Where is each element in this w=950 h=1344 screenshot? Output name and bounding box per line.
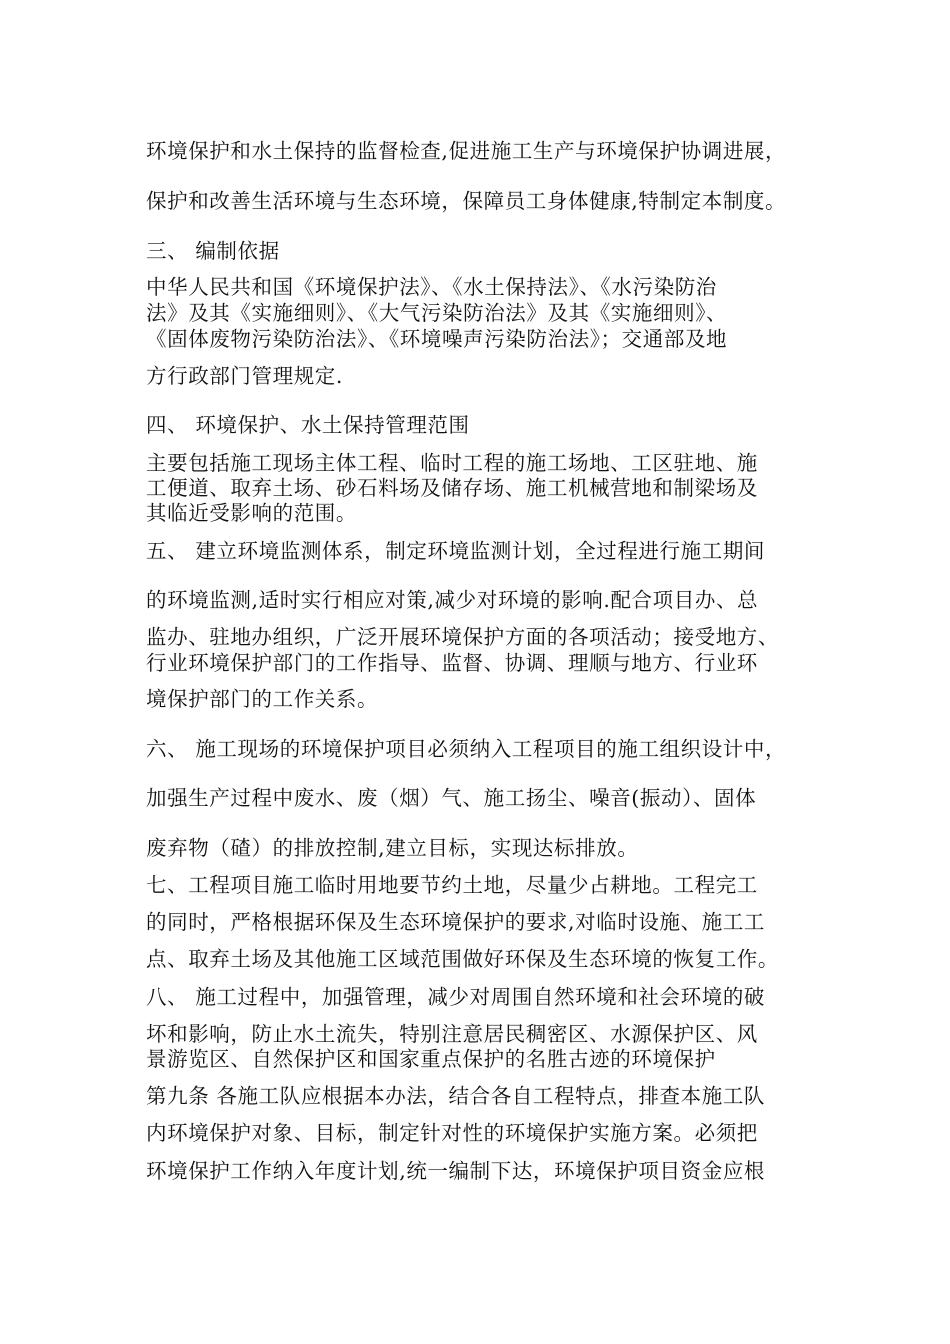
text-line: 境保护部门的工作关系。 xyxy=(146,687,379,711)
text-line: 的同时，严格根据环保及生态环境保护的要求,对临时设施、施工工 xyxy=(146,910,766,934)
text-line: 坏和影响，防止水土流失，特别注意居民稠密区、水源保护区、风 xyxy=(146,1022,758,1046)
text-line: 监办、驻地办组织，广泛开展环境保护方面的各项活动；接受地方、 xyxy=(146,625,779,649)
section-heading: 三、 编制依据 xyxy=(146,239,280,263)
text-line: 行业环境保护部门的工作指导、监督、协调、理顺与地方、行业环 xyxy=(146,651,758,675)
text-line: 《固体废物污染防治法》、《环境噪声污染防治法》；交通部及地 xyxy=(146,327,728,351)
text-line: 方行政部门管理规定. xyxy=(146,364,344,388)
text-line: 法》及其《实施细则》、《大气污染防治法》及其《实施细则》、 xyxy=(146,301,728,325)
text-line: 八、 施工过程中，加强管理，减少对周围自然环境和社会环境的破 xyxy=(146,985,766,1009)
text-line: 废弃物（碴）的排放控制,建立目标，实现达标排放。 xyxy=(146,836,639,860)
text-line: 的环境监测,适时实行相应对策,减少对环境的影响.配合项目办、总 xyxy=(146,588,759,612)
text-line: 第九条 各施工队应根据本办法，结合各自工程特点，排查本施工队 xyxy=(146,1084,766,1108)
text-line: 点、取弃土场及其他施工区域范围做好环保及生态环境的恢复工作。 xyxy=(146,947,779,971)
text-line: 主要包括施工现场主体工程、临时工程的施工场地、工区驻地、施 xyxy=(146,451,758,475)
section-heading: 四、 环境保护、水土保持管理范围 xyxy=(146,413,470,437)
text-line: 工便道、取弃土场、砂石料场及储存场、施工机械营地和制梁场及 xyxy=(146,476,758,500)
text-line: 保护和改善生活环境与生态环境，保障员工身体健康,特制定本制度。 xyxy=(146,189,787,213)
text-line: 五、 建立环境监测体系，制定环境监测计划，全过程进行施工期间 xyxy=(146,539,766,563)
text-line: 六、 施工现场的环境保护项目必须纳入工程项目的施工组织设计中， xyxy=(146,737,787,761)
text-line: 中华人民共和国《环境保护法》、《水土保持法》、《水污染防治 xyxy=(146,275,717,299)
text-line: 环境保护和水土保持的监督检查,促进施工生产与环境保护协调进展， xyxy=(146,139,787,163)
text-line: 内环境保护对象、目标，制定针对性的环境保护实施方案。必须把 xyxy=(146,1121,758,1145)
text-line: 环境保护工作纳入年度计划,统一编制下达，环境保护项目资金应根 xyxy=(146,1159,766,1183)
text-line: 景游览区、自然保护区和国家重点保护的名胜古迹的环境保护 xyxy=(146,1047,716,1071)
text-line: 其临近受影响的范围。 xyxy=(146,501,357,525)
text-line: 七、工程项目施工临时用地要节约土地，尽量少占耕地。工程完工 xyxy=(146,873,758,897)
text-line: 加强生产过程中废水、废（烟）气、施工扬尘、噪音(振动）、固体 xyxy=(146,786,757,810)
